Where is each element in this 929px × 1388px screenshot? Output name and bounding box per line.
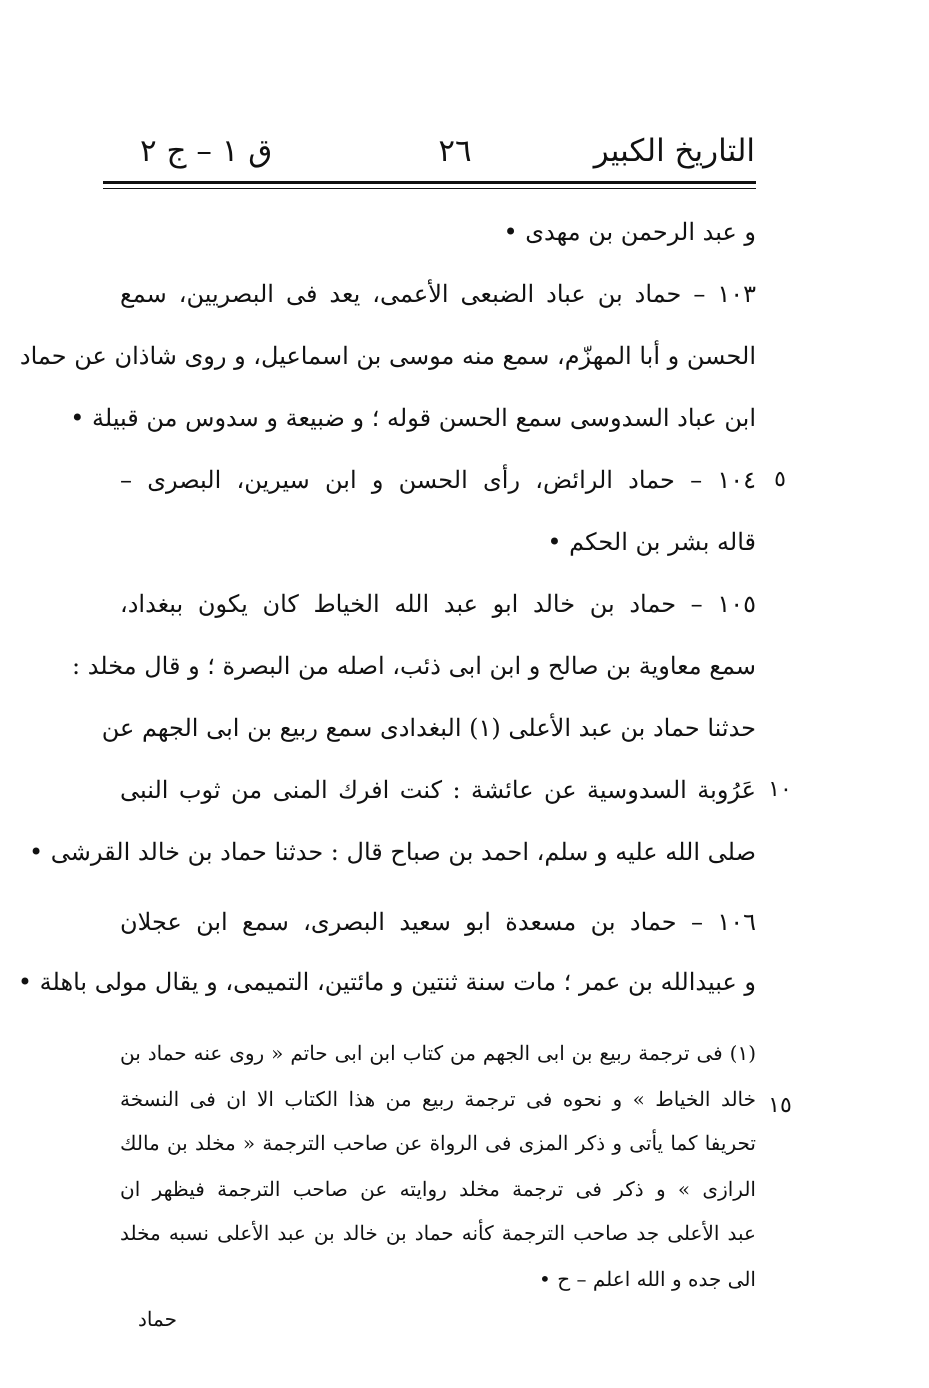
footnote-line-2: خالد الخياط » و نحوه فى ترجمة ربيع من هذا الكتاب الا ان فى النسخة: [120, 1087, 756, 1111]
footnote-line-4: الرازى » و ذكر فى ترجمة مخلد روايته عن صاحب الترجمة فيظهر ان: [120, 1177, 756, 1201]
text-line-10: عَرُوبة السدوسية عن عائشة : كنت افرك المنى من ثوب النبى: [120, 776, 756, 804]
text-line-13: و عبيدالله بن عمر ؛ مات سنة ثنتين و مائتين، التميمى، و يقال مولى باهلة •: [17, 968, 756, 996]
header-rule-thick: [103, 181, 756, 184]
footnote-line-5: عبد الأعلى جد صاحب الترجمة كأنه حماد بن خالد بن عبد الأعلى نسبه مخلد: [120, 1221, 756, 1245]
text-line-3: الحسن و أبا المهزّم، سمع منه موسى بن اسماعيل، و روى شاذان عن حماد: [19, 342, 756, 370]
footnote-line-6: الى جده و الله اعلم – ح •: [539, 1267, 756, 1291]
running-title: التاريخ الكبير: [593, 133, 755, 169]
catchword: حماد: [138, 1307, 177, 1331]
text-line-6: قاله بشر بن الحكم •: [547, 528, 756, 556]
entry-103-line-1: ١٠٣ – حماد بن عباد الضبعى الأعمى، يعد فى البصريين، سمع: [120, 280, 756, 308]
margin-line-number-10: ١٠: [768, 777, 792, 802]
text-line-1: و عبد الرحمن بن مهدى •: [503, 218, 756, 246]
text-line-4: ابن عباد السدوسى سمع الحسن قوله ؛ و ضبيعة و سدوس من قبيلة •: [70, 404, 756, 432]
footnote-line-1: (١) فى ترجمة ربيع بن ابى الجهم من كتاب ابن ابى حاتم « روى عنه حماد بن: [120, 1041, 756, 1065]
page-number: ٢٦: [438, 133, 472, 169]
header-rule-thin: [103, 188, 756, 189]
volume-label: ق ١ – ج ٢: [140, 133, 273, 169]
entry-104-line-1: ١٠٤ – حماد الرائض، رأى الحسن و ابن سيرين، البصرى –: [120, 466, 756, 494]
text-line-11: صلى الله عليه و سلم، احمد بن صباح قال : حدثنا حماد بن خالد القرشى •: [29, 838, 756, 866]
footnote-line-3: تحريفا كما يأتى و ذكر المزى فى الرواة عن صاحب الترجمة « مخلد بن مالك: [120, 1131, 756, 1155]
entry-105-line-1: ١٠٥ – حماد بن خالد ابو عبد الله الخياط كان يكون ببغداد،: [120, 590, 756, 618]
margin-line-number-15: ١٥: [768, 1093, 792, 1118]
entry-106-line-1: ١٠٦ – حماد بن مسعدة ابو سعيد البصرى، سمع ابن عجلان: [120, 908, 756, 936]
margin-line-number-5: ٥: [774, 467, 786, 492]
text-line-8: سمع معاوية بن صالح و ابن ابى ذئب، اصله من البصرة ؛ و قال مخلد :: [71, 652, 756, 680]
text-line-9: حدثنا حماد بن عبد الأعلى (١) البغدادى سمع ربيع بن ابى الجهم عن: [101, 714, 756, 742]
